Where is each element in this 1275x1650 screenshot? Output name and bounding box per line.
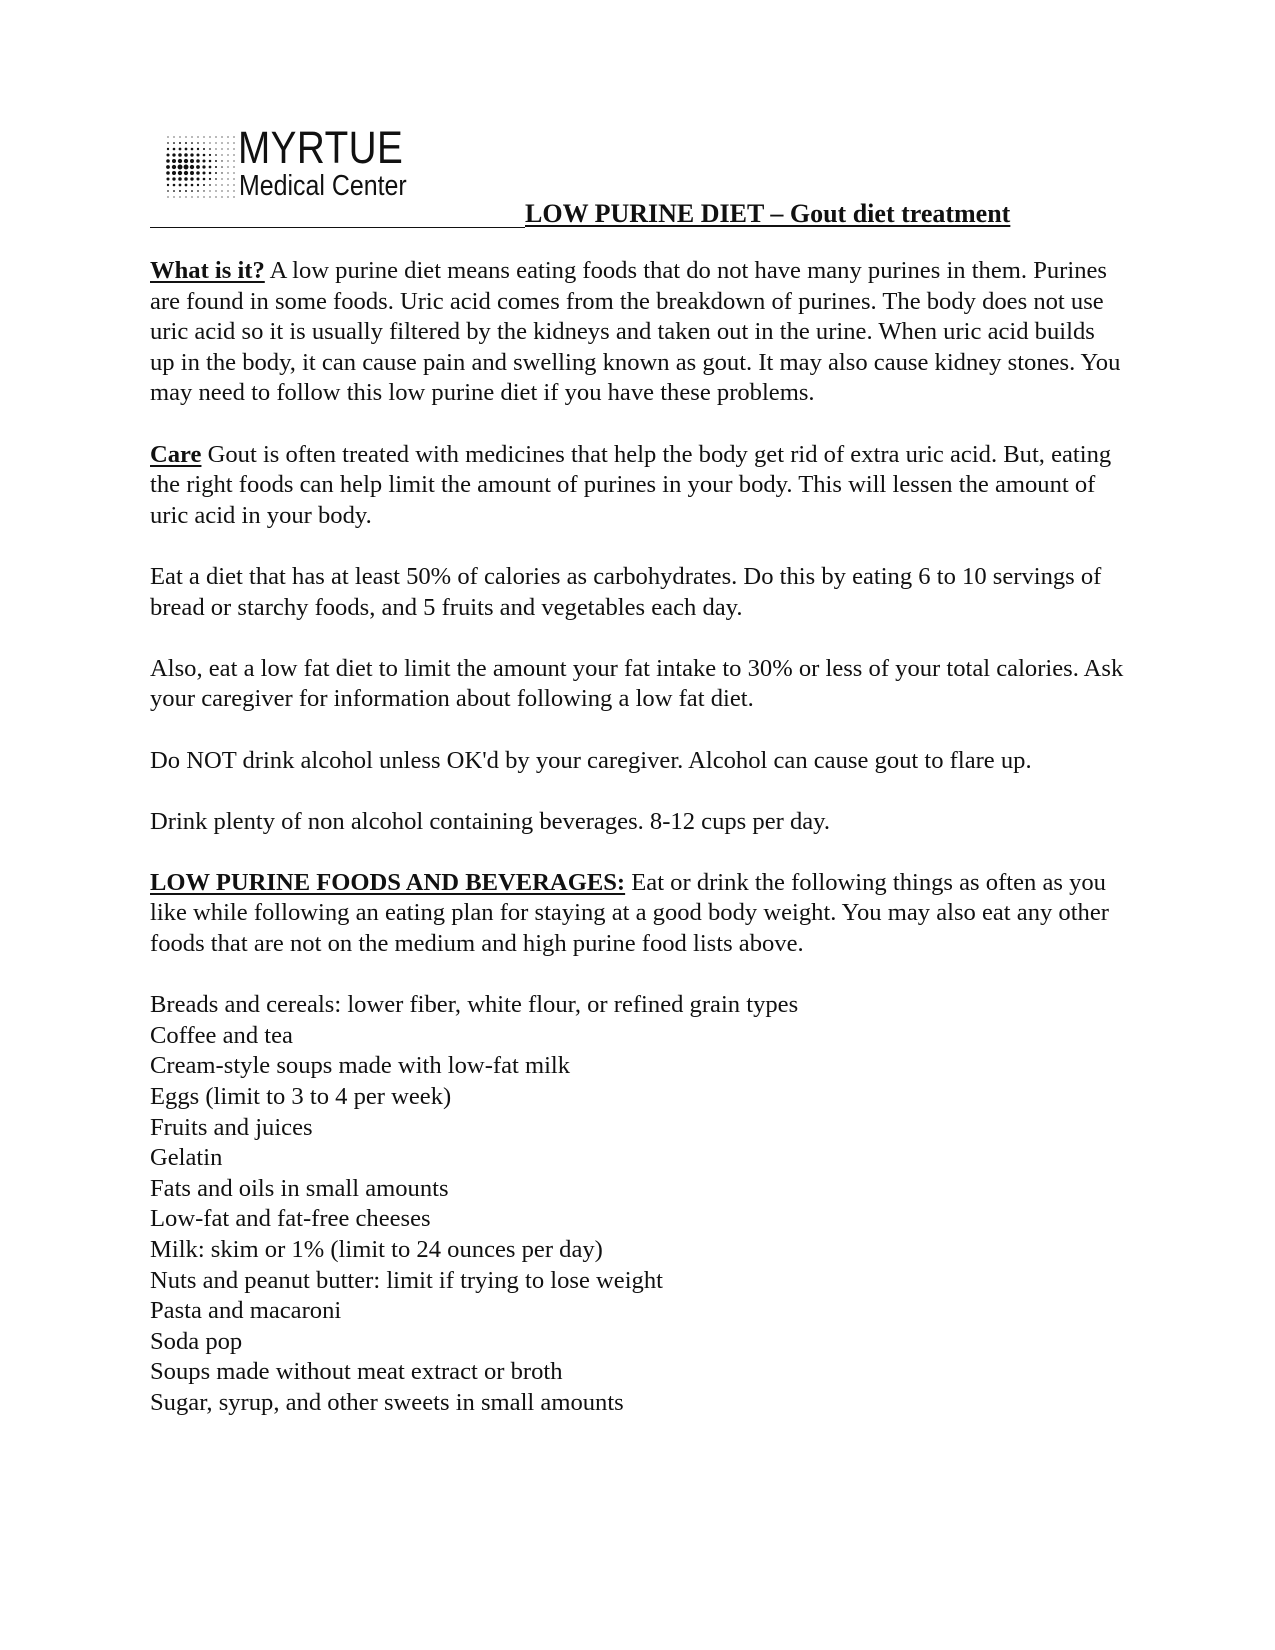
low-fat-paragraph: Also, eat a low fat diet to limit the amount your fat intake to 30% or less of your total calories. Ask your caregiver for information about following a low fat diet. — [150, 654, 1124, 713]
what-is-it-heading: What is it? — [150, 257, 265, 284]
alcohol-paragraph: Do NOT drink alcohol unless OK'd by your caregiver. Alcohol can cause gout to flare up. — [150, 746, 1032, 774]
low-purine-heading: LOW PURINE FOODS AND BEVERAGES: — [150, 868, 626, 896]
low-purine-text: Eat or drink the following things as often as you like while following an eating plan for staying at a good body weight. You may also eat any other foods that are not on the medium and high purine food lists above. — [150, 868, 1109, 958]
logo-subtitle: Medical Center — [239, 170, 407, 202]
page-title: LOW PURINE DIET – Gout diet treatment — [525, 199, 1011, 228]
list-item: Soups made without meat extract or broth — [150, 1358, 563, 1386]
list-item: Fats and oils in small amounts — [150, 1174, 449, 1202]
what-is-it-paragraph — [150, 256, 1125, 409]
list-item: Low-fat and fat-free cheeses — [150, 1205, 431, 1233]
low-purine-food-list — [150, 990, 1125, 1418]
list-item: Soda pop — [150, 1327, 243, 1355]
list-item: Gelatin — [150, 1144, 223, 1172]
document-body — [150, 256, 1125, 1419]
myrtue-logo — [165, 122, 455, 205]
list-item: Sugar, syrup, and other sweets in small amounts — [150, 1388, 624, 1416]
list-item: Milk: skim or 1% (limit to 24 ounces per day) — [150, 1236, 603, 1263]
logo-name: MYRTUE — [238, 122, 404, 173]
list-item: Pasta and macaroni — [150, 1297, 342, 1325]
list-item: Eggs (limit to 3 to 4 per week) — [150, 1083, 452, 1111]
list-item: Coffee and tea — [150, 1021, 293, 1049]
list-item: Cream-style soups made with low-fat milk — [150, 1052, 571, 1080]
care-heading: Care — [150, 440, 202, 468]
care-paragraph — [150, 440, 1125, 532]
header-rule — [150, 227, 525, 228]
beverages-paragraph: Drink plenty of non alcohol containing beverages. 8-12 cups per day. — [150, 807, 831, 835]
care-text: Gout is often treated with medicines that help the body get rid of extra uric acid. But, eating the right foods can help limit the amount of purines in your body. This will lessen the amount of uric acid in your body. — [150, 440, 1112, 529]
list-item: Nuts and peanut butter: limit if trying to lose weight — [150, 1266, 663, 1294]
list-item: Fruits and juices — [150, 1113, 313, 1141]
carbohydrates-paragraph: Eat a diet that has at least 50% of calories as carbohydrates. Do this by eating 6 to 10 servings of bread or starchy foods, and 5 fruits and vegetables each day. — [150, 562, 1102, 621]
low-purine-paragraph — [150, 868, 1125, 960]
list-item: Breads and cereals: lower fiber, white flour, or refined grain types — [150, 991, 799, 1019]
what-is-it-text: A low purine diet means eating foods that do not have many purines in them. Purines are found in some foods. Uric acid comes from the breakdown of purines. The body does not use uric acid so it is usually filtered by the kidneys and taken out in the urine. When uric acid builds up in the body, it can cause pain and swelling known as gout. It may also cause kidney stones. You may need to follow this low purine diet if you have these problems. — [150, 257, 1121, 407]
logo-dot-grid-icon — [165, 133, 237, 201]
